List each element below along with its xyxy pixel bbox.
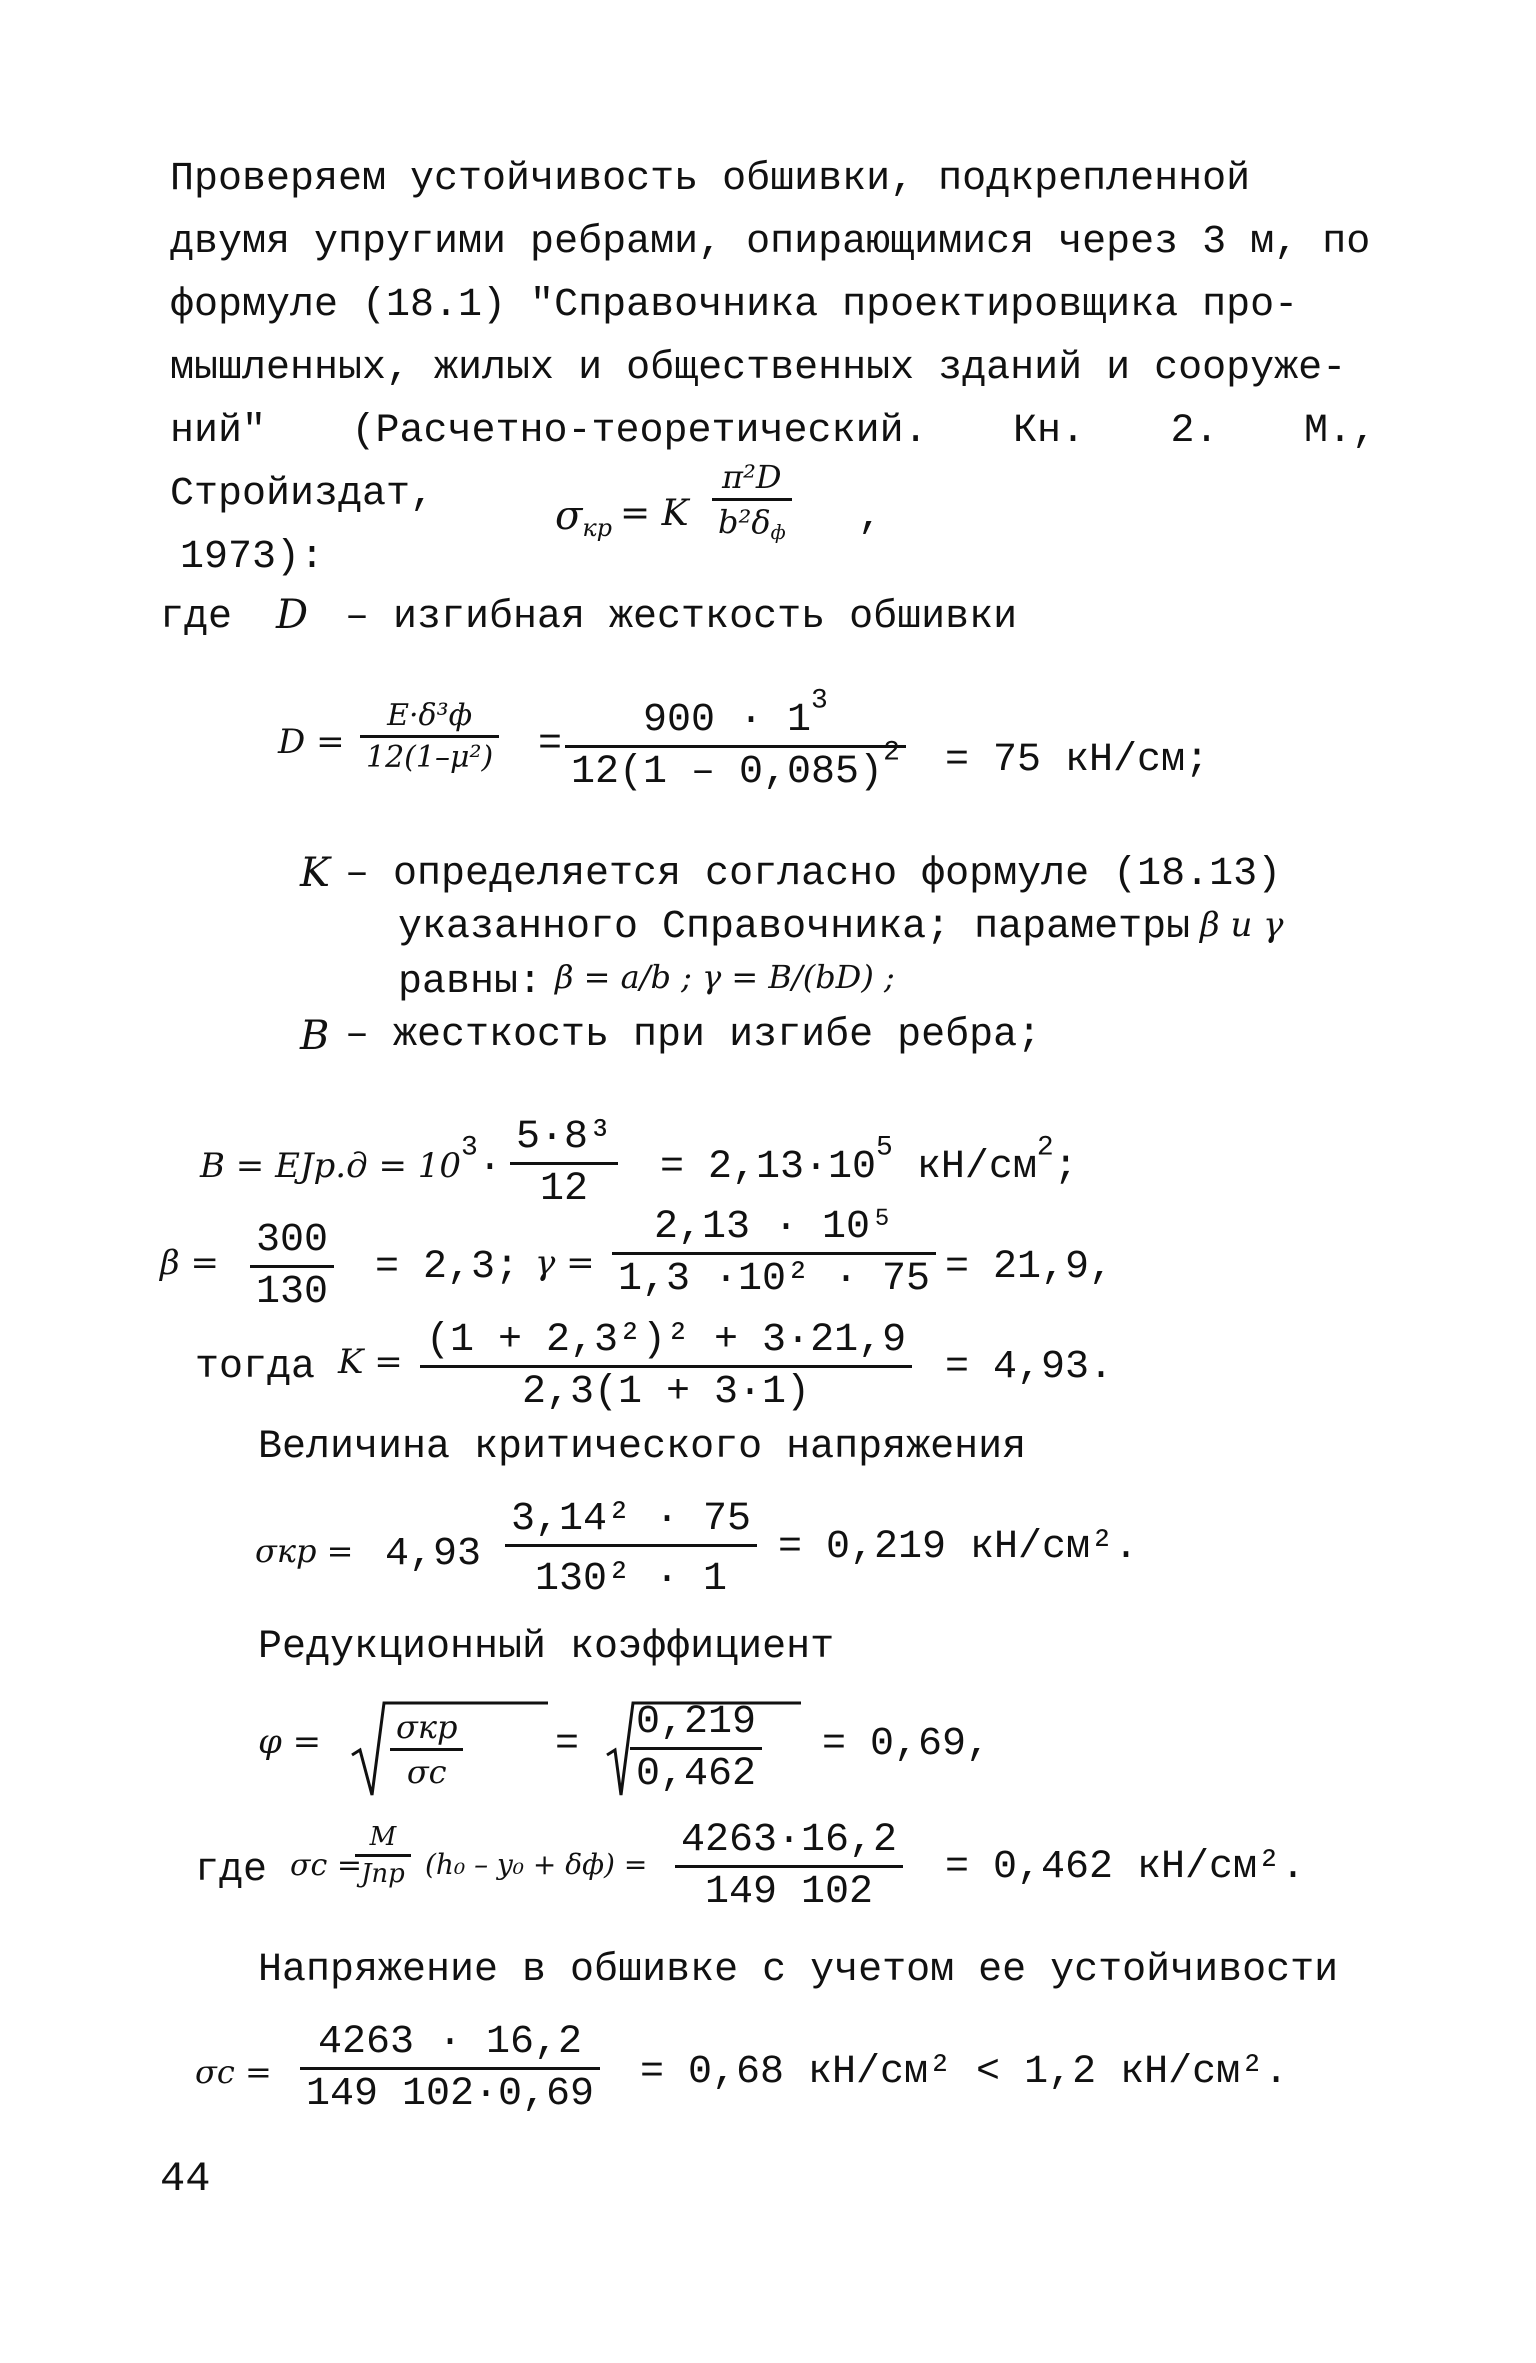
b-calc-fraction: $\frac{\text{5·8³}}{12}$: [510, 1115, 618, 1212]
stress-lhs: σс =: [195, 2053, 272, 2091]
stress-fraction: $\frac{4263 \cdot 16,2}{149 102\cdot 0,69}$: [300, 2020, 600, 2117]
b-calc-lhs: $B = EJр.д = 10^3\cdot$: [200, 1132, 502, 1190]
k-line-2-symbols: β и γ: [1200, 905, 1284, 945]
sigma-c-fraction-1: M Jпр: [355, 1822, 411, 1889]
d-calc-equals: =: [538, 722, 563, 767]
d-where: где: [160, 595, 233, 640]
k-calc-result: = 4,93.: [945, 1345, 1114, 1390]
page-number: 44: [160, 2155, 211, 2203]
sigma-c-where: где: [195, 1848, 268, 1893]
formula-main-k: = K: [620, 493, 689, 534]
b-text: – жесткость при изгибе ребра;: [345, 1013, 1042, 1058]
gamma-fraction: $\frac{\text{2,13 · 10⁵}}{\text{1,3 ·10² · 75}}$: [612, 1205, 936, 1302]
reduction-label: Редукционный коэффициент: [258, 1625, 835, 1670]
beta-fraction: $\frac{300}{130}$: [250, 1218, 334, 1315]
phi-equals: =: [555, 1722, 580, 1767]
phi-fraction-2: $\frac{0,219}{0,462}$: [630, 1700, 762, 1797]
k-calc-label: тогда: [195, 1345, 316, 1390]
crit-lhs: σкр =: [255, 1532, 354, 1570]
k-calc-symbol: K =: [338, 1342, 403, 1382]
k-line-3-formula: β = a/b ; γ = B/(bD) ;: [555, 958, 895, 996]
gamma-result: = 21,9,: [945, 1245, 1114, 1290]
sigma-c-result: = 0,462 кН/см².: [945, 1845, 1306, 1890]
intro-line: Проверяем устойчивость обшивки, подкрепленной: [170, 157, 1251, 202]
d-calc-fraction-2: $\frac{900 \cdot 1^3}{12(1 - 0,085)^2}$: [565, 698, 906, 795]
b-symbol: B: [300, 1013, 330, 1059]
k-calc-fraction: $\frac{\text{(1 + 2,3²)² + 3·21,9}}{2,3(1 + 3\cdot 1)}$: [420, 1318, 912, 1415]
d-calc-lhs: D =: [278, 722, 345, 762]
intro-line: 1973):: [180, 535, 325, 580]
intro-line: двумя упругими ребрами, опирающимися через 3 м, по: [170, 220, 1371, 265]
k-symbol: K: [300, 850, 330, 896]
sigma-c-fraction-2: $\frac{4263\cdot 16,2}{149 102}$: [675, 1818, 903, 1915]
k-line-1: – определяется согласно формуле (18.13): [345, 852, 1282, 897]
beta-result: = 2,3;: [375, 1245, 520, 1290]
crit-label: Величина критического напряжения: [258, 1425, 1027, 1470]
gamma-symbol: γ =: [535, 1243, 595, 1283]
formula-main-comma: ,: [858, 495, 883, 540]
b-calc-result: = $2,13\cdot 10^5$ $кН/см^2$;: [660, 1132, 1078, 1190]
d-calc-result: = 75 кН/см;: [945, 738, 1210, 783]
phi-fraction-1: σкр σс: [390, 1708, 463, 1791]
intro-line: ний" (Расчетно-теоретический. Кн. 2. М., Стройиздат,: [170, 409, 1376, 517]
d-calc-fraction-1: E·δ³ф 12(1–μ²): [360, 698, 499, 775]
stress-label: Напряжение в обшивке с учетом ее устойчивости: [258, 1948, 1339, 1993]
crit-fraction: $\frac{\text{3,14² · 75}}{\text{130² · 1}}$: [505, 1497, 757, 1602]
stress-result: = 0,68 кН/см² < 1,2 кН/см².: [640, 2050, 1289, 2095]
intro-line: формуле (18.1) "Справочника проектировщика про-: [170, 283, 1299, 328]
crit-result: = 0,219 кН/см².: [778, 1525, 1139, 1570]
formula-main-fraction: π²D $b^2\delta_ф$: [712, 458, 792, 541]
phi-result: = 0,69,: [822, 1722, 991, 1767]
phi-symbol: φ =: [258, 1722, 322, 1762]
d-text: – изгибная жесткость обшивки: [345, 595, 1018, 640]
sigma-c-lhs: σс =: [290, 1848, 362, 1883]
k-line-2: указанного Справочника; параметры: [398, 905, 1191, 950]
beta-symbol: β =: [160, 1243, 219, 1283]
d-symbol: D: [276, 592, 309, 638]
intro-line: мышленных, жилых и общественных зданий и сооруже-: [170, 346, 1347, 391]
k-line-3-label: равны:: [398, 960, 543, 1005]
crit-coef: 4,93: [385, 1532, 482, 1577]
formula-main-lhs: $\sigma_{кр}$: [555, 493, 613, 543]
sigma-c-paren: (h₀ – y₀ + δф) =: [425, 1848, 648, 1881]
